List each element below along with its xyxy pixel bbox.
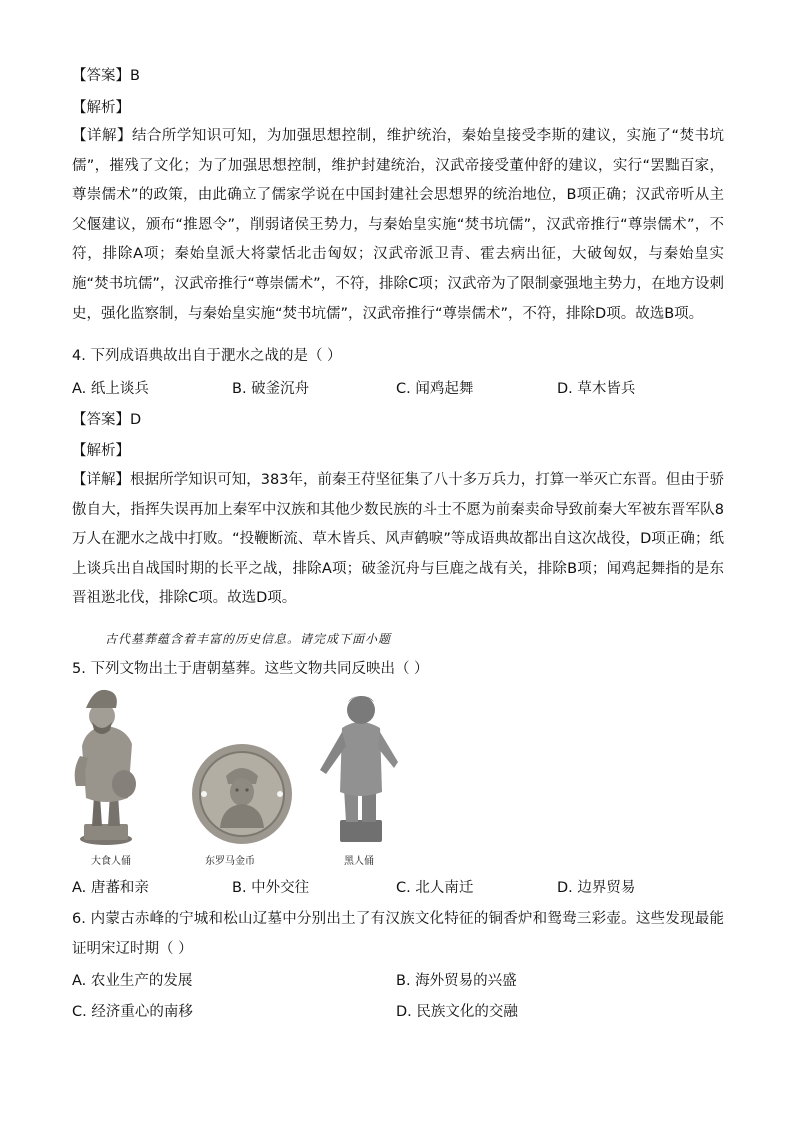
q5-option-c: C. 北人南迁 (396, 880, 474, 896)
q6-option-a: A. 农业生产的发展 (72, 973, 193, 989)
q4-detail: 【详解】根据所学知识可知，383年，前秦王苻坚征集了八十多万兵力，打算一举灭亡东晋。但由于骄傲自大，指挥失误再加上秦军中汉族和其他少数民族的斗士不愿为前秦卖命导致前秦大军被东晋军队8万人在淝水之战中打败。“投鞭断流、草木皆兵、风声鹤唳”等成语典故都出自这次战役，D项正确；纸上谈兵出自战国时期的长平之战，排除A项；破釜沉舟与巨鹿之战有关，排除B项；闻鸡起舞指的是东晋祖逖北伐，排除C项。故选D项。 (72, 472, 724, 607)
q5-stem: 5. 下列文物出土于唐朝墓葬。这些文物共同反映出（ ） (72, 661, 429, 677)
q6-option-b: B. 海外贸易的兴盛 (396, 973, 517, 989)
q5-option-b: B. 中外交往 (232, 880, 310, 896)
byzantine-coin-image (190, 742, 294, 846)
q4-stem: 4. 下列成语典故出自于淝水之战的是（ ） (72, 348, 342, 364)
q5-option-a: A. 唐蕃和亲 (72, 880, 149, 896)
section-subheading: 古代墓葬蕴含着丰富的历史信息。请完成下面小题 (105, 632, 392, 646)
q3-answer: 【答案】B (72, 68, 140, 84)
q5-option-d: D. 边界贸易 (557, 880, 636, 896)
q4-analysis-label: 【解析】 (72, 443, 130, 459)
q6-option-c: C. 经济重心的南移 (72, 1004, 193, 1020)
q4-option-b: B. 破釜沉舟 (232, 381, 310, 397)
african-figurine-image (314, 688, 406, 848)
q4-option-d: D. 草木皆兵 (557, 381, 636, 397)
q3-detail: 【详解】结合所学知识可知，为加强思想控制，维护统治，秦始皇接受李斯的建议，实施了“焚书坑儒”，摧残了文化；为了加强思想控制，维护封建统治，汉武帝接受董仲舒的建议，实行“罢黜百家，尊崇儒术”的政策，由此确立了儒家学说在中国封建社会思想界的统治地位，B项正确；汉武帝听从主父偃建议，颁布“推恩令”，削弱诸侯王势力，与秦始皇实施“焚书坑儒”，汉武帝推行“尊崇儒术”，不符，排除A项；秦始皇派大将蒙恬北击匈奴；汉武帝派卫青、霍去病出征，大破匈奴，与秦始皇实施“焚书坑儒”，汉武帝推行“尊崇儒术”，不符，排除C项；汉武帝为了限制豪强地主势力，在地方设刺史，强化监察制，与秦始皇实施“焚书坑儒”，汉武帝推行“尊崇儒术”，不符，排除D项。故选B项。 (72, 128, 724, 322)
q4-answer: 【答案】D (72, 412, 142, 428)
q6-option-d: D. 民族文化的交融 (396, 1004, 518, 1020)
figurine-caption-1: 大食人俑 (91, 856, 131, 867)
arab-figurine-image (66, 686, 146, 848)
q6-stem: 6. 内蒙古赤峰的宁城和松山辽墓中分别出土了有汉族文化特征的铜香炉和鸳鸯三彩壶。这些发现最能证明宋辽时期（ ） (72, 911, 724, 957)
figurine-caption-2: 黑人俑 (344, 856, 374, 867)
q3-analysis-label: 【解析】 (72, 100, 130, 116)
q4-option-a: A. 纸上谈兵 (72, 381, 149, 397)
q4-option-c: C. 闻鸡起舞 (396, 381, 474, 397)
coin-caption: 东罗马金币 (205, 856, 255, 867)
